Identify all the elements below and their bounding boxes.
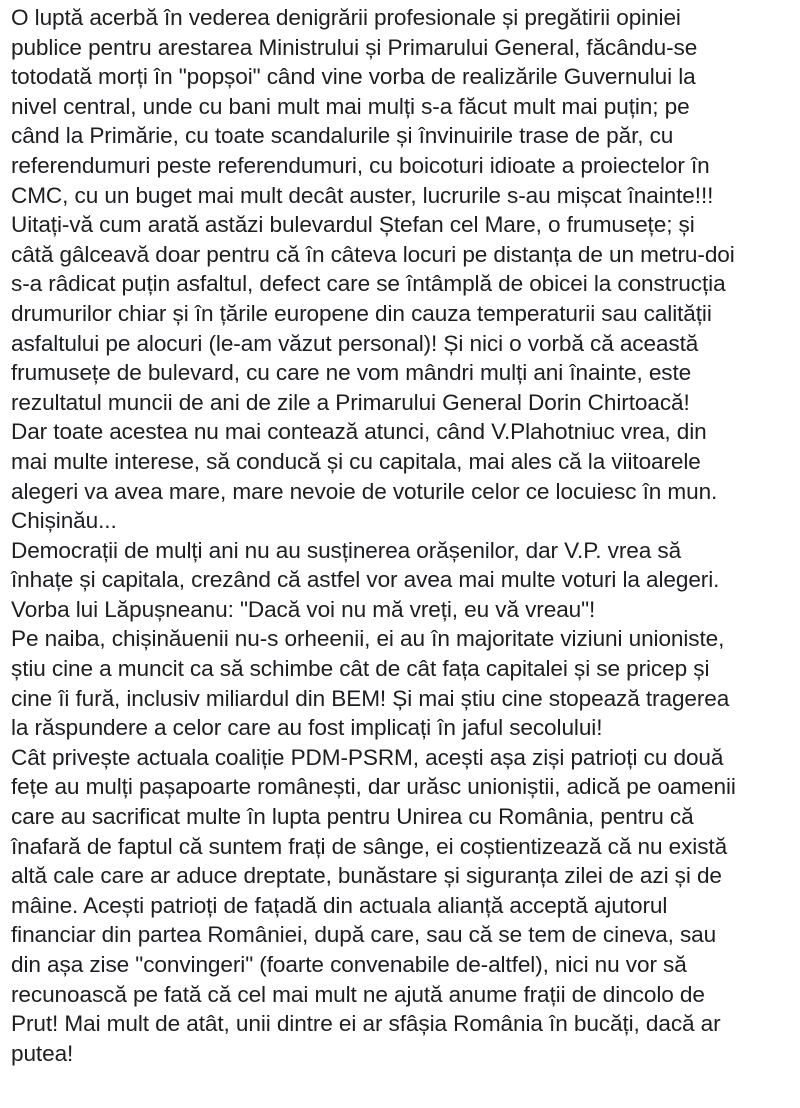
post-text-line: asfaltului pe alocuri (le-am văzut personal)! Și nici o vorbă că această: [11, 330, 699, 356]
post-text-line: Democrații de mulți ani nu au susținerea orășenilor, dar V.P. vrea să: [11, 537, 682, 563]
post-text-line: recunoască pe fată că cel mai mult ne ajută anume frații de dincolo de: [11, 981, 705, 1007]
post-text-line: totodată morți în "popșoi" când vine vorba de realizările Guvernului la: [11, 64, 696, 90]
post-text-line: Prut! Mai mult de atât, unii dintre ei ar sfâșia România în bucăți, dacă ar: [11, 1011, 721, 1037]
post-text-line: O luptă acerbă în vederea denigrării profesionale și pregătirii opiniei: [11, 5, 681, 30]
post-text-line: Vorba lui Lăpușneanu: "Dacă voi nu mă vreți, eu vă vreau"!: [11, 596, 596, 622]
post-text-line: înhațe și capitala, crezând că astfel vor avea mai multe voturi la alegeri.: [11, 567, 720, 593]
post-text-line: putea!: [11, 1040, 74, 1066]
post-text-line: s-a râdicat puțin asfaltul, defect care se întâmplă de obicei la construcția: [11, 271, 726, 297]
post-text-line: Chișinău...: [11, 508, 117, 534]
post-text-line: mâine. Acești patrioți de fațadă din actuala alianță acceptă ajutorul: [11, 892, 668, 918]
post-text-line: Cât privește actuala coaliție PDM-PSRM, acești așa ziși patrioți cu două: [11, 744, 724, 770]
post-text-line: nivel central, unde cu bani mult mai mulți s-a făcut mult mai puțin; pe: [11, 93, 690, 119]
post-text-line: alegeri va avea mare, mare nevoie de voturile celor ce locuiesc în mun.: [11, 478, 718, 504]
post-text-line: la răspundere a celor care au fost implicați în jaful secolului!: [11, 715, 603, 741]
post-text-line: financiar din partea României, după care, sau că se tem de cineva, sau: [11, 922, 717, 948]
post-text-line: din așa zise "convingeri" (foarte convenabile de-altfel), nici nu vor să: [11, 952, 687, 977]
post-text-line: rezultatul muncii de ani de zile a Primarului General Dorin Chirtoacă!: [11, 389, 690, 415]
post-text-line: frumusețe de bulevard, cu care ne vom mândri mulți ani înainte, este: [11, 360, 692, 386]
post-text-line: Uitați-vă cum arată astăzi bulevardul Ștefan cel Mare, o frumusețe; și: [11, 212, 695, 238]
post-text-line: cine îi fură, inclusiv miliardul din BEM! Și mai știu cine stopează tragerea: [11, 685, 730, 711]
post-text-line: Dar toate acestea nu mai contează atunci, când V.Plahotniuc vrea, din: [11, 419, 707, 445]
post-text-line: publice pentru arestarea Ministrului și Primarului General, făcându-se: [11, 34, 698, 60]
post-text-line: drumurilor chiar și în țările europene din cauza temperaturii sau calității: [11, 300, 712, 326]
post-text-line: care au sacrificat multe în lupta pentru Unirea cu România, pentru că: [11, 804, 694, 830]
post-text-line: câtă gâlceavă doar pentru că în câteva locuri pe distanța de un metru-doi: [11, 241, 735, 267]
post-text-line: Pe naiba, chișinăuenii nu-s orheenii, ei au în majoritate viziuni unioniste,: [11, 626, 725, 652]
post-text-line: știu cine a muncit ca să schimbe cât de cât fața capitalei și se pricep și: [11, 656, 710, 682]
post-text-line: altă cale care ar aduce dreptate, bunăstare și siguranța zilei de azi și de: [11, 863, 722, 889]
post-text-line: mai multe interese, să conducă și cu capitala, mai ales că la viitoarele: [11, 448, 701, 474]
post-text-line: referendumuri peste referendumuri, cu boicoturi idioate a proiectelor în: [11, 152, 710, 178]
post-text-line: înafară de faptul că suntem frați de sânge, ei coștientizează că nu există: [11, 833, 728, 859]
post-text-line: CMC, cu un buget mai mult decât auster, lucrurile s-au mișcat înainte!!!: [11, 182, 714, 208]
post-text-line: când la Primărie, cu toate scandalurile și învinuirile trase de păr, cu: [11, 123, 674, 149]
post-text-line: fețe au mulți pașapoarte românești, dar urăsc unioniștii, adică pe oamenii: [11, 774, 736, 800]
